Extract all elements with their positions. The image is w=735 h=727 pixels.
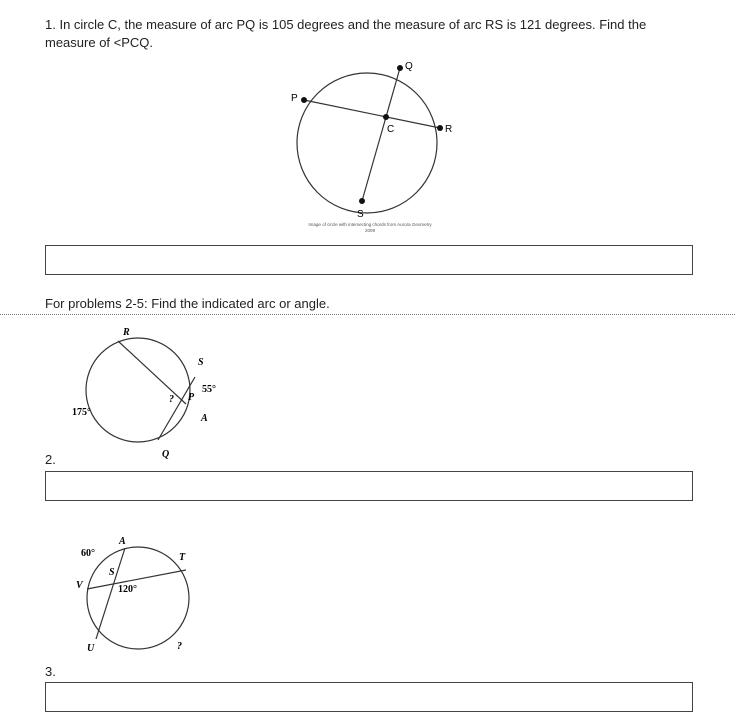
label-s: S: [109, 567, 115, 578]
label-s: S: [198, 357, 204, 368]
label-s: S: [357, 209, 364, 220]
label-q: Q: [162, 449, 170, 460]
label-unknown: ?: [177, 641, 182, 652]
label-a: A: [201, 413, 208, 424]
label-unknown: ?: [169, 394, 174, 405]
section-divider: [0, 314, 735, 315]
caption-line-2: 2009: [364, 228, 375, 233]
problem-1-line-2: measure of <PCQ.: [45, 35, 154, 50]
label-arc-60: 60°: [81, 548, 95, 559]
problem-2-number: 2.: [45, 452, 56, 467]
caption-line-1: Image of circle with intersecting chords from Aurora Geometry: [308, 222, 432, 227]
label-t: T: [179, 552, 186, 563]
figure-caption: [285, 222, 455, 234]
answer-box-problem-3[interactable]: [45, 682, 693, 712]
section-heading: For problems 2-5: Find the indicated arc or angle.: [45, 296, 330, 311]
answer-box-problem-2[interactable]: [45, 471, 693, 501]
label-p: P: [291, 93, 298, 104]
label-r: R: [445, 124, 453, 135]
problem-1-prompt: [45, 16, 705, 52]
problem-1-circle-figure: [280, 55, 465, 225]
label-angle-120: 120°: [118, 584, 137, 595]
problem-3-number: 3.: [45, 664, 56, 679]
label-r: R: [123, 327, 130, 338]
answer-box-problem-1[interactable]: [45, 245, 693, 275]
label-q: Q: [405, 61, 413, 72]
label-v: V: [76, 580, 83, 591]
label-arc-55: 55°: [202, 384, 216, 395]
problem-2-circle-figure: [60, 320, 240, 465]
label-a: A: [119, 536, 126, 547]
label-u: U: [87, 643, 95, 654]
label-c: C: [387, 124, 395, 135]
problem-3-circle-figure: [60, 528, 220, 663]
label-p: P: [188, 392, 195, 403]
problem-1-line-1: 1. In circle C, the measure of arc PQ is 105 degrees and the measure of arc RS is 121 degrees. Find the: [45, 17, 647, 32]
label-arc-175: 175°: [72, 407, 91, 418]
